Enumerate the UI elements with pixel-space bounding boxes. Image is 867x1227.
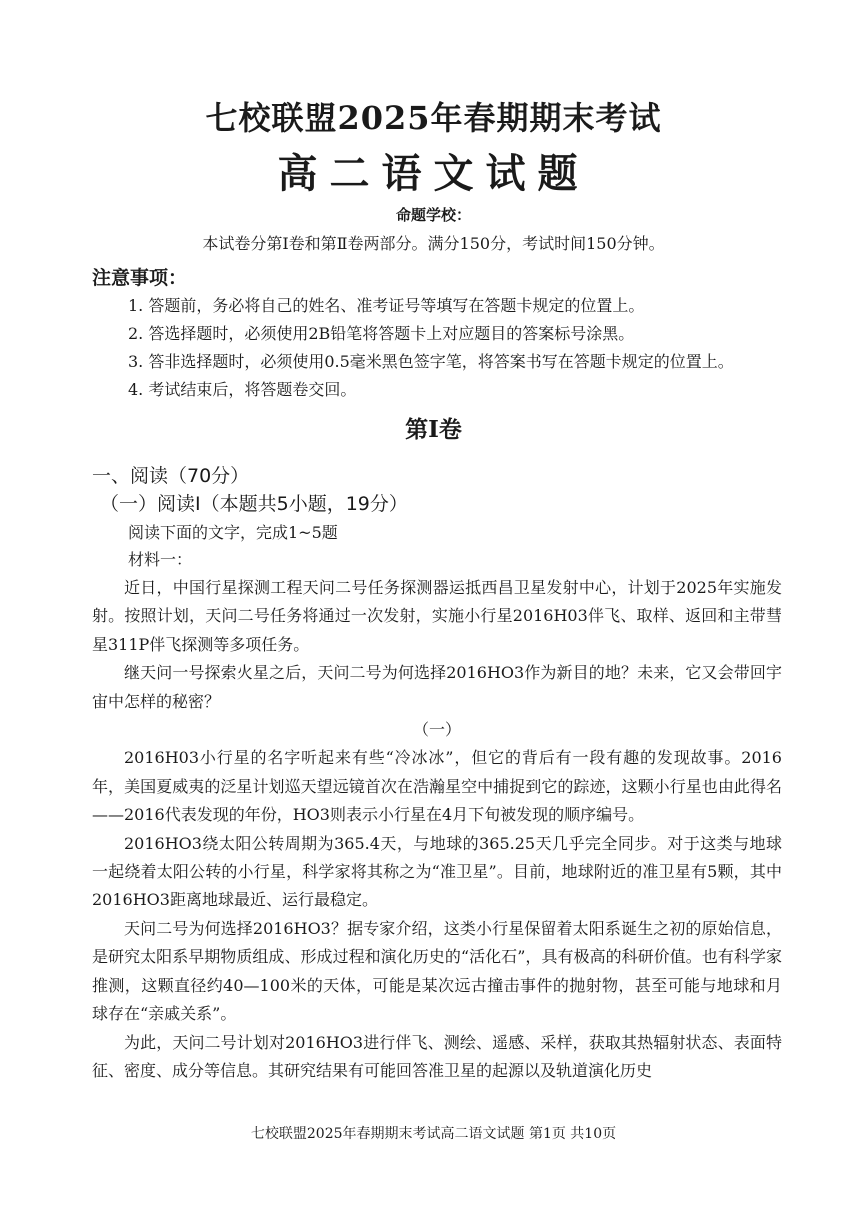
note-item: 3. 答非选择题时，必须使用0.5毫米黑色签字笔，将答案书写在答题卡规定的位置上。 [128, 352, 734, 371]
exam-intro: 本试卷分第Ⅰ卷和第Ⅱ卷两部分。满分150分，考试时间150分钟。 [202, 234, 665, 253]
reading-passage [92, 574, 782, 1085]
passage-paragraph: 为此，天问二号计划对2016HO3进行伴飞、测绘、遥感、采样，获取其热辐射状态、表面特征、密度、成分等信息。其研究结果有可能回答准卫星的起源以及轨道演化历史 [92, 1032, 782, 1080]
note-item: 1. 答题前，务必将自己的姓名、准考证号等填写在答题卡规定的位置上。 [128, 296, 645, 315]
notes-heading: 注意事项： [92, 267, 188, 289]
material-label: 材料一： [128, 550, 193, 569]
passage-paragraph: 近日，中国行星探测工程天问二号任务探测器运抵西昌卫星发射中心，计划于2025年实施发射。按照计划，天问二号任务将通过一次发射，实施小行星2016H03伴飞、取样、返回和主带彗星311P伴飞探测等多项任务。 [92, 578, 782, 654]
subsection-heading: （一）阅读Ⅰ（本题共5小题，19分） [100, 493, 408, 515]
reading-instruction: 阅读下面的文字，完成1~5题 [128, 523, 338, 542]
subject-title: 高二语文试题 [277, 151, 590, 197]
school-label: 命题学校： [395, 206, 471, 224]
section-heading: 一、阅读（70分） [92, 465, 250, 487]
page-footer: 七校联盟2025年春期期末考试高二语文试题 第1页 共10页 [250, 1126, 617, 1142]
passage-paragraph: 天问二号为何选择2016HO3？据专家介绍，这类小行星保留着太阳系诞生之初的原始信息，是研究太阳系早期物质组成、形成过程和演化历史的“活化石”，具有极高的科研价值。也有科学家推测，这颗直径约40—100米的天体，可能是某次远古撞击事件的抛射物，甚至可能与地球和月球存在“亲戚关系”。 [92, 918, 782, 1024]
exam-title: 七校联盟2025年春期期末考试 [205, 99, 662, 137]
passage-paragraph: 继天问一号探索火星之后，天问二号为何选择2016HO3作为新目的地？未来，它又会带回宇宙中怎样的秘密？ [92, 663, 782, 711]
passage-paragraph: 2016H03小行星的名字听起来有些“冷冰冰”，但它的背后有一段有趣的发现故事。2016年，美国夏威夷的泛星计划巡天望远镜首次在浩瀚星空中捕捉到它的踪迹，这颗小行星也由此得名——2016代表发现的年份，HO3则表示小行星在4月下旬被发现的顺序编号。 [92, 748, 782, 825]
passage-paragraph: 2016HO3绕太阳公转周期为365.4天，与地球的365.25天几乎完全同步。对于这类与地球一起绕着太阳公转的小行星，科学家将其称之为“准卫星”。目前，地球附近的准卫星有5颗，其中2016HO3距离地球最近、运行最稳定。 [92, 833, 782, 910]
part-title: 第Ⅰ卷 [405, 416, 462, 443]
passage-subheading: （一） [412, 720, 461, 740]
notes-list [128, 292, 828, 404]
note-item: 2. 答选择题时，必须使用2B铅笔将答题卡上对应题目的答案标号涂黑。 [128, 324, 635, 343]
note-item: 4. 考试结束后，将答题卷交回。 [128, 380, 357, 399]
